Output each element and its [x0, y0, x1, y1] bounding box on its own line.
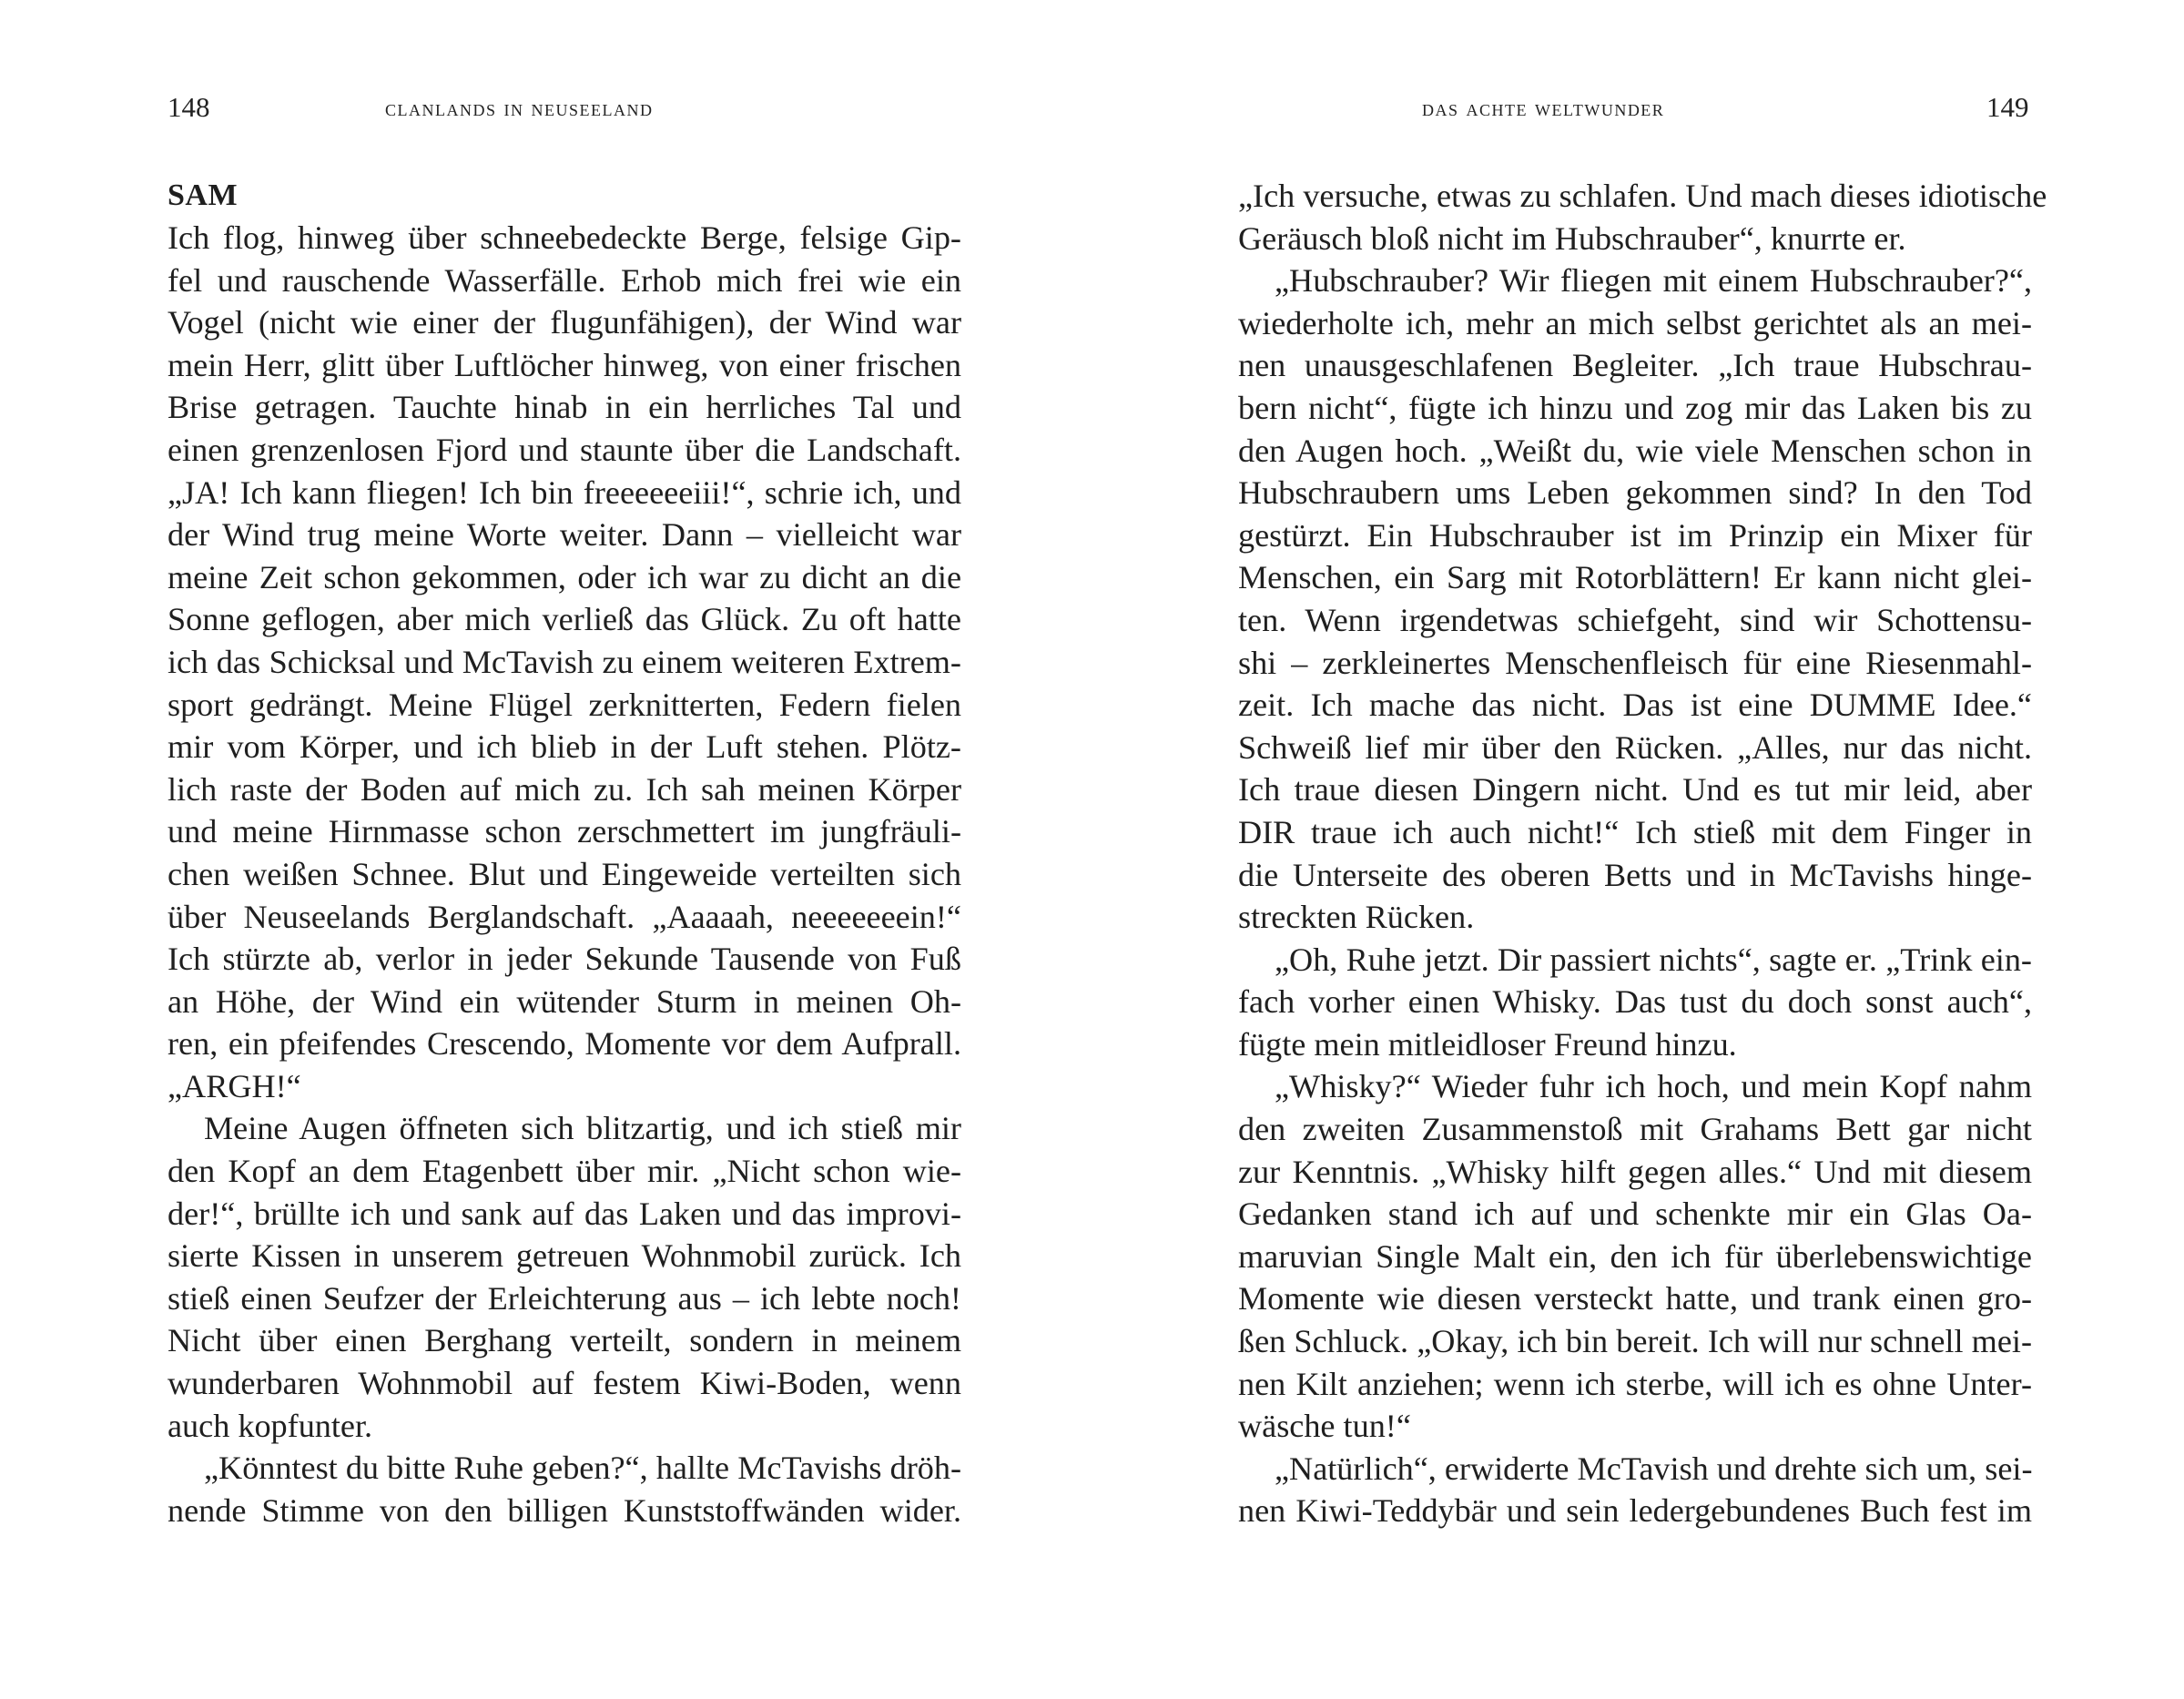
text-line: Brise getragen. Tauchte hinab in ein herrliches Tal und [168, 389, 961, 426]
text-line: bern nicht“, fügte ich hinzu und zog mir das Laken bis zu [1238, 389, 2032, 426]
text-line: gestürzt. Ein Hubschrauber ist im Prinzip ein Mixer für [1238, 516, 2032, 554]
paragraph-lines [168, 217, 961, 1531]
text-line: mein Herr, glitt über Luftlöcher hinweg, von einer frischen [168, 346, 961, 383]
text-line: Nicht über einen Berghang verteilt, sondern in meinem [168, 1322, 961, 1359]
text-line: Ich traue diesen Dingern nicht. Und es tut mir leid, aber [1238, 771, 2032, 809]
text-line: den Kopf an dem Etagenbett über mir. „Nicht schon wie- [168, 1153, 961, 1190]
page-number: 149 [1986, 91, 2029, 123]
text-line: an Höhe, der Wind ein wütender Sturm in meinen Oh- [168, 982, 961, 1020]
text-line: meine Zeit schon gekommen, oder ich war zu dicht an die [168, 558, 961, 595]
text-line: der!“, brüllte ich und sank auf das Laken und das improvi- [168, 1195, 961, 1232]
text-line: zur Kenntnis. „Whisky hilft gegen alles.“ Und mit diesem [1238, 1153, 2032, 1190]
text-line: fügte mein mitleidloser Freund hinzu. [1238, 1025, 1737, 1063]
text-line: wiederholte ich, mehr an mich selbst gerichtet als an mei- [1238, 304, 2032, 341]
text-line: Hubschraubern ums Leben gekommen sind? In den Tod [1238, 474, 2032, 512]
text-line: ich das Schicksal und McTavish zu einem weiteren Extrem- [168, 643, 961, 680]
text-line: ten. Wenn irgendetwas schiefgeht, sind wir Schottensu- [1238, 601, 2032, 638]
text-line: nen Kilt anziehen; wenn ich sterbe, will ich es ohne Unter- [1238, 1365, 2032, 1402]
text-line: Sonne geflogen, aber mich verließ das Glück. Zu oft hatte [168, 601, 961, 638]
text-line: Schweiß lief mir über den Rücken. „Alles, nur das nicht. [1238, 728, 2032, 766]
text-line: „Hubschrauber? Wir fliegen mit einem Hubschrauber?“, [1275, 262, 2032, 300]
text-line: über Neuseelands Berglandschaft. „Aaaaah, neeeeeeein!“ [168, 898, 961, 935]
text-line: Ich flog, hinweg über schneebedeckte Berge, felsige Gip- [168, 219, 961, 256]
text-line: streckten Rücken. [1238, 899, 1475, 936]
text-line: Geräusch bloß nicht im Hubschrauber“, knurrte er. [1238, 219, 1906, 257]
section-heading: SAM [168, 178, 239, 212]
text-line: Meine Augen öffneten sich blitzartig, und ich stieß mir [204, 1110, 961, 1147]
paragraph-lines [1238, 175, 2047, 1532]
text-line: „Whisky?“ Wieder fuhr ich hoch, und mein Kopf nahm [1275, 1068, 2032, 1105]
text-line: Menschen, ein Sarg mit Rotorblättern! Er kann nicht glei- [1238, 559, 2032, 596]
text-line: mir vom Körper, und ich blieb in der Luft stehen. Plötz- [168, 728, 961, 766]
text-line: stieß einen Seufzer der Erleichterung aus – ich lebte noch! [168, 1279, 961, 1317]
text-line: „ARGH!“ [168, 1067, 301, 1104]
text-line: der Wind trug meine Worte weiter. Dann – vielleicht war [168, 516, 961, 554]
right-page [1092, 0, 2184, 1699]
text-line: wunderbaren Wohnmobil auf festem Kiwi-Boden, wenn [168, 1365, 961, 1402]
text-line: Ich stürzte ab, verlor in jeder Sekunde Tausende von Fuß [168, 941, 961, 978]
text-line: den Augen hoch. „Weißt du, wie viele Menschen schon in [1238, 432, 2032, 469]
text-line: fel und rauschende Wasserfälle. Erhob mich frei wie ein [168, 261, 961, 299]
page-number: 148 [168, 91, 210, 123]
body-text [168, 175, 961, 1531]
text-line: die Unterseite des oberen Betts und in McTavishs hinge- [1238, 856, 2032, 893]
text-line: shi – zerkleinertes Menschenfleisch für eine Riesenmahl- [1238, 644, 2032, 681]
text-line: „Natürlich“, erwiderte McTavish und drehte sich um, sei- [1275, 1450, 2033, 1487]
text-line: auch kopfunter. [168, 1407, 373, 1444]
text-line: wäsche tun!“ [1238, 1408, 1411, 1445]
text-line: DIR traue ich auch nicht!“ Ich stieß mit dem Finger in [1238, 813, 2032, 850]
text-line: den zweiten Zusammenstoß mit Grahams Bett gar nicht [1238, 1111, 2032, 1148]
text-line: „Oh, Ruhe jetzt. Dir passiert nichts“, sagte er. „Trink ein- [1275, 941, 2032, 978]
text-line: einen grenzenlosen Fjord und staunte über die Landschaft. [168, 431, 961, 468]
running-head: clanlands in neuseeland [385, 95, 654, 121]
text-line: „JA! Ich kann fliegen! Ich bin freeeeeeiii!“, schrie ich, und [168, 473, 961, 511]
text-line: maruvian Single Malt ein, den ich für überlebenswichtige [1238, 1237, 2032, 1275]
text-line: Momente wie diesen versteckt hatte, und trank einen gro- [1238, 1280, 2032, 1317]
text-line: chen weißen Schnee. Blut und Eingeweide verteilten sich [168, 855, 961, 892]
text-line: nen Kiwi-Teddybär und sein ledergebundenes Buch fest im [1238, 1492, 2032, 1530]
text-line: nen unausgeschlafenen Begleiter. „Ich traue Hubschrau- [1238, 347, 2032, 384]
body-text [1238, 175, 2047, 1532]
text-line: nende Stimme von den billigen Kunststoffwänden wider. [168, 1491, 961, 1529]
text-line: „Ich versuche, etwas zu schlafen. Und mach dieses idiotische [1238, 178, 2047, 214]
text-line: Vogel (nicht wie einer der flugunfähigen), der Wind war [168, 304, 961, 341]
text-line: „Könntest du bitte Ruhe geben?“, hallte McTavishs dröh- [204, 1450, 961, 1487]
text-line: sierte Kissen in unserem getreuen Wohnmobil zurück. Ich [168, 1237, 961, 1275]
text-line: sport gedrängt. Meine Flügel zerknitterten, Federn fielen [168, 686, 961, 723]
text-line: Gedanken stand ich auf und schenkte mir ein Glas Oa- [1238, 1195, 2032, 1233]
text-line: zeit. Ich mache das nicht. Das ist eine DUMME Idee.“ [1238, 687, 2032, 724]
text-line: ßen Schluck. „Okay, ich bin bereit. Ich will nur schnell mei- [1238, 1323, 2032, 1360]
running-head: das achte weltwunder [1422, 95, 1665, 121]
text-line: lich raste der Boden auf mich zu. Ich sah meinen Körper [168, 770, 961, 808]
text-line: fach vorher einen Whisky. Das tust du doch sonst auch“, [1238, 983, 2032, 1021]
text-line: ren, ein pfeifendes Crescendo, Momente vor dem Aufprall. [168, 1025, 961, 1063]
text-line: und meine Hirnmasse schon zerschmettert im jungfräuli- [168, 813, 961, 850]
